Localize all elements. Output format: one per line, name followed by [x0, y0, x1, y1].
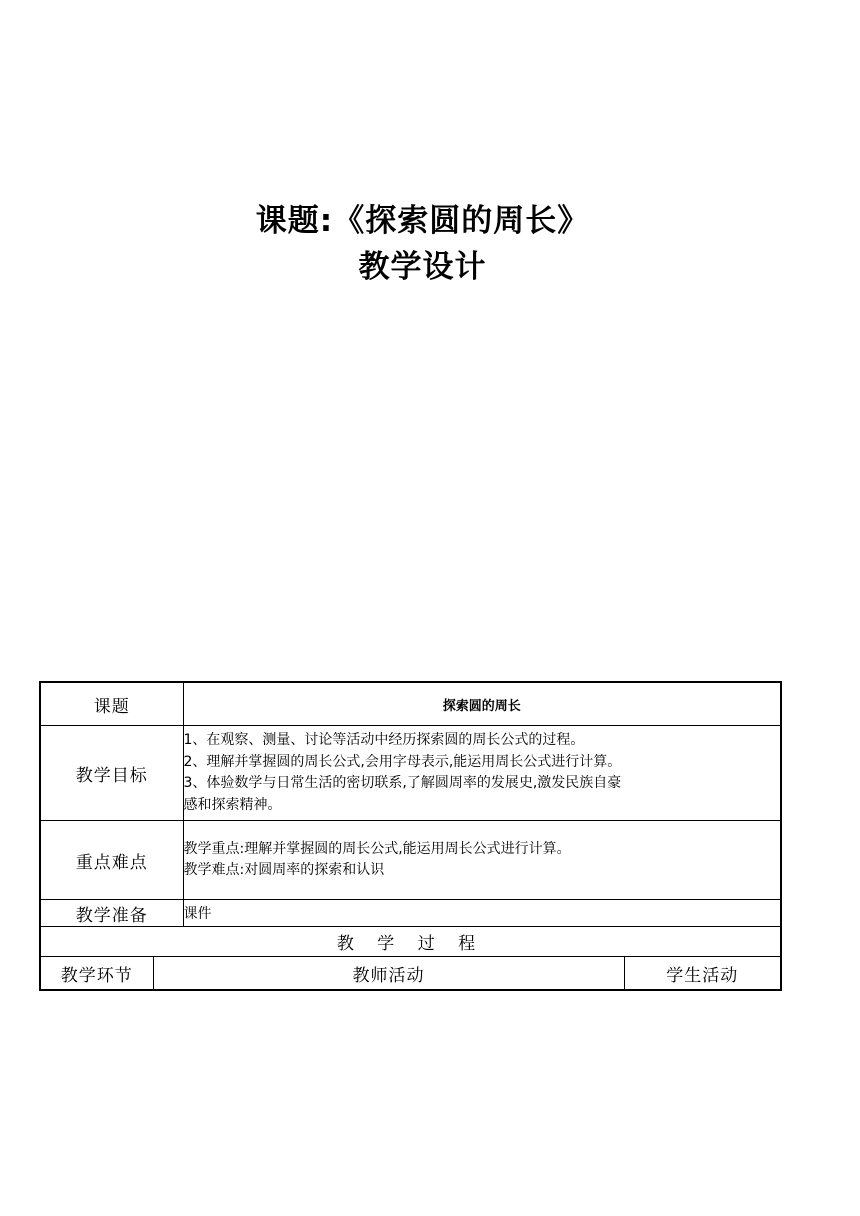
table-row-key-points	[40, 821, 781, 900]
goal-line-4: 感和探索精神。	[183, 796, 282, 813]
key-point-line-2: 教学难点:对圆周率的探索和认识	[183, 862, 385, 878]
topic-value: 探索圆的周长	[183, 682, 781, 726]
goal-line-1: 1、在观察、测量、讨论等活动中经历探索圆的周长公式的过程。	[183, 732, 585, 748]
table-row-process-columns	[40, 957, 781, 991]
column-header-student-activity: 学生活动	[624, 957, 781, 991]
table-row-preparation	[40, 900, 781, 927]
table-row-goals	[40, 726, 781, 821]
table-row-process-heading	[40, 927, 781, 957]
column-header-stage: 教学环节	[40, 957, 153, 991]
title-line-2: 教学设计	[358, 249, 487, 285]
title-line-1: 课题:《探索圆的周长》	[255, 203, 590, 239]
lesson-plan-table	[39, 681, 782, 991]
topic-label: 课题	[40, 682, 183, 726]
preparation-label: 教学准备	[40, 900, 183, 927]
column-header-teacher-activity: 教师活动	[153, 957, 624, 991]
key-point-line-1: 教学重点:理解并掌握圆的周长公式,能运用周长公式进行计算。	[183, 840, 571, 857]
goal-line-3: 3、体验数学与日常生活的密切联系,了解圆周率的发展史,激发民族自豪	[183, 775, 622, 791]
table-row-topic	[40, 682, 781, 726]
preparation-value: 课件	[183, 900, 781, 927]
goals-content	[183, 726, 781, 821]
process-heading: 教 学 过 程	[40, 927, 781, 957]
key-points-label: 重点难点	[40, 821, 183, 900]
document-title	[0, 198, 845, 290]
key-points-content	[183, 821, 781, 900]
goals-label: 教学目标	[40, 726, 183, 821]
goal-line-2: 2、理解并掌握圆的周长公式,会用字母表示,能运用周长公式进行计算。	[183, 753, 622, 770]
